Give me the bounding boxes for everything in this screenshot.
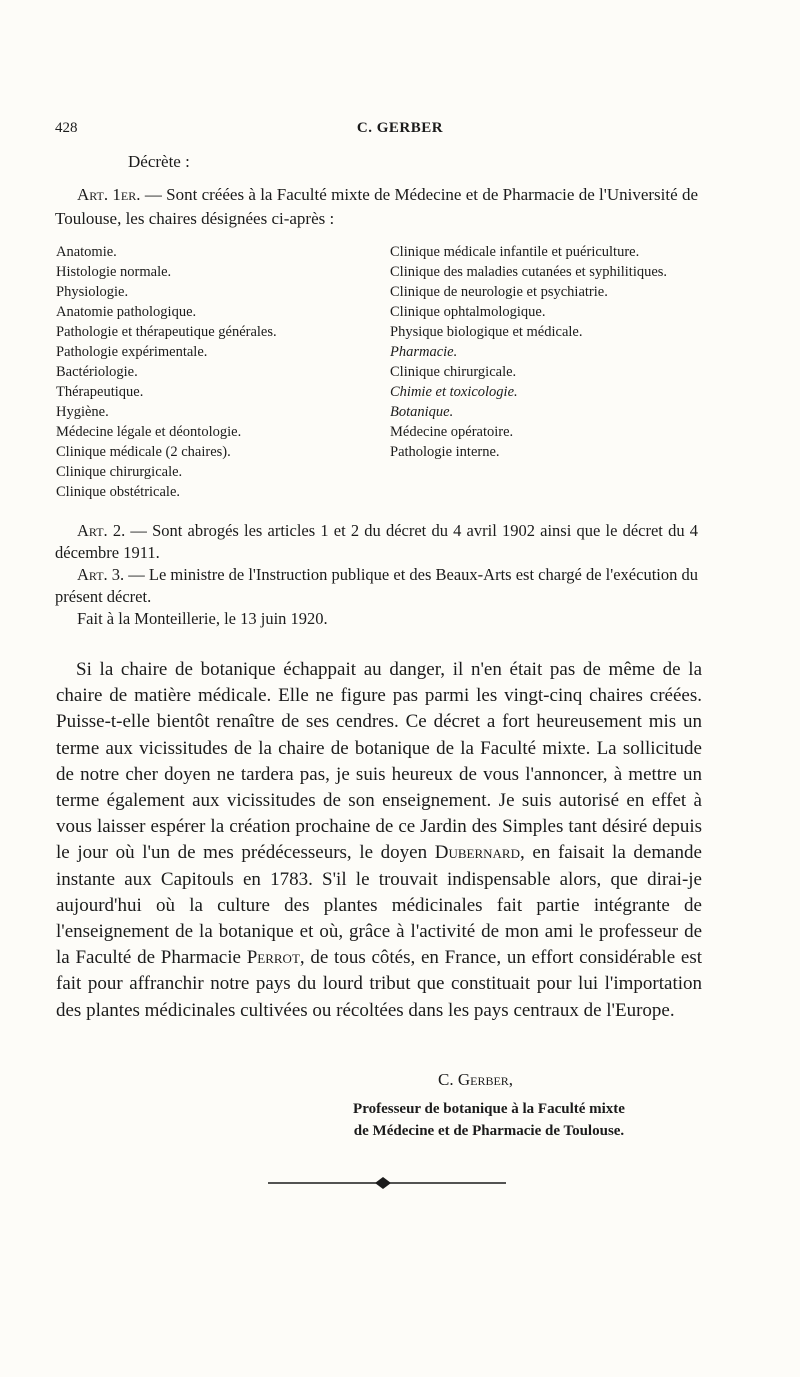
list-item: Clinique ophtalmologique. [390, 304, 546, 320]
body-paragraph [56, 657, 702, 1024]
body-part-3: , de tous côtés, en France, un effort considérable est fait pour affranchir notre pays du lourd tribut que constituait pour lui l'importation des plantes médicinales cultivées ou récoltées dans les pays centraux de l'Europe. [56, 947, 702, 1021]
list-item: Pathologie et thérapeutique générales. [56, 324, 277, 340]
chairs-list-left [56, 242, 376, 502]
list-item: Botanique. [390, 404, 454, 420]
article-2 [55, 520, 698, 564]
page-number: 428 [55, 120, 78, 136]
list-item: Histologie normale. [56, 264, 172, 280]
article-2-text: — Sont abrogés les articles 1 et 2 du décret du 4 avril 1902 ainsi que le décret du 4 décembre 1911. [55, 521, 698, 562]
list-item: Pathologie interne. [390, 444, 500, 460]
person-name: Dubernard [434, 842, 520, 864]
articles-block [55, 520, 698, 630]
list-item: Hygiène. [56, 404, 109, 420]
list-item: Clinique médicale infantile et puériculture. [390, 244, 640, 260]
list-item: Pathologie expérimentale. [56, 344, 208, 360]
list-item: Clinique médicale (2 chaires). [56, 444, 231, 460]
article-1-label: Art. 1er. [77, 185, 141, 204]
body-part-2: , en faisait la demande instante aux Capitouls en 1783. S'il le trouvait indispensable alors, que dirai-je aujourd'hui où la culture des plantes médicinales fait partie intégrante de l'enseignement de la botanique et où, grâce à l'activité de mon ami le professeur de la Faculté de Pharmacie [56, 842, 702, 969]
list-item: Médecine opératoire. [390, 424, 514, 440]
article-3-label: Art. 3. [77, 565, 125, 584]
signature-title-line: de Médecine et de Pharmacie de Toulouse. [353, 1123, 625, 1139]
signature-title-line: Professeur de botanique à la Faculté mixte [353, 1101, 625, 1117]
list-item: Clinique chirurgicale. [390, 364, 517, 380]
list-item: Physique biologique et médicale. [390, 324, 583, 340]
person-name: Perrot [246, 947, 300, 969]
signature-name: C. Gerber, [438, 1070, 514, 1089]
chairs-list-right [390, 242, 702, 462]
article-1-text: — Sont créées à la Faculté mixte de Médecine et de Pharmacie de l'Université de Toulouse, les chaires désignées ci-après : [55, 185, 698, 228]
decree-intro: Décrète : [128, 152, 190, 171]
running-head: C. GERBER [356, 120, 444, 136]
done-at: Fait à la Monteillerie, le 13 juin 1920. [77, 609, 328, 628]
list-item: Clinique chirurgicale. [56, 464, 183, 480]
article-1 [55, 183, 698, 231]
article-3 [55, 564, 698, 608]
body-part-1: Si la chaire de botanique échappait au danger, il n'en était pas de même de la chaire de matière médicale. Elle ne figure pas parmi les vingt-cinq chaires créées. Puisse-t-elle bientôt renaître de ses cendres. Ce décret a fort heureusement mis un terme aux vicissitudes de la chaire de botanique de la Faculté mixte. La sollicitude de notre cher doyen ne tardera pas, je suis heureux de vous l'annoncer, à mettre un terme également aux vicissitudes de son enseignement. Je suis autorisé en effet à vous laisser espérer la création prochaine de ce Jardin des Simples tant désiré depuis le jour où l'un de mes prédécesseurs, le doyen [56, 659, 702, 864]
article-2-label: Art. 2. [77, 521, 126, 540]
list-item: Anatomie. [56, 244, 117, 260]
list-item: Thérapeutique. [56, 384, 144, 400]
list-item: Chimie et toxicologie. [390, 384, 518, 400]
list-item: Clinique de neurologie et psychiatrie. [390, 284, 608, 300]
list-item: Médecine légale et déontologie. [56, 424, 242, 440]
article-3-text: — Le ministre de l'Instruction publique et des Beaux-Arts est chargé de l'exécution du présent décret. [55, 565, 698, 606]
list-item: Clinique des maladies cutanées et syphilitiques. [390, 264, 668, 280]
list-item: Physiologie. [56, 284, 129, 300]
list-item: Bactériologie. [56, 364, 138, 380]
list-item: Anatomie pathologique. [56, 304, 197, 320]
signature-title [300, 1098, 678, 1142]
section-end-ornament [268, 1173, 506, 1193]
list-item: Pharmacie. [390, 344, 458, 360]
list-item: Clinique obstétricale. [56, 484, 181, 500]
